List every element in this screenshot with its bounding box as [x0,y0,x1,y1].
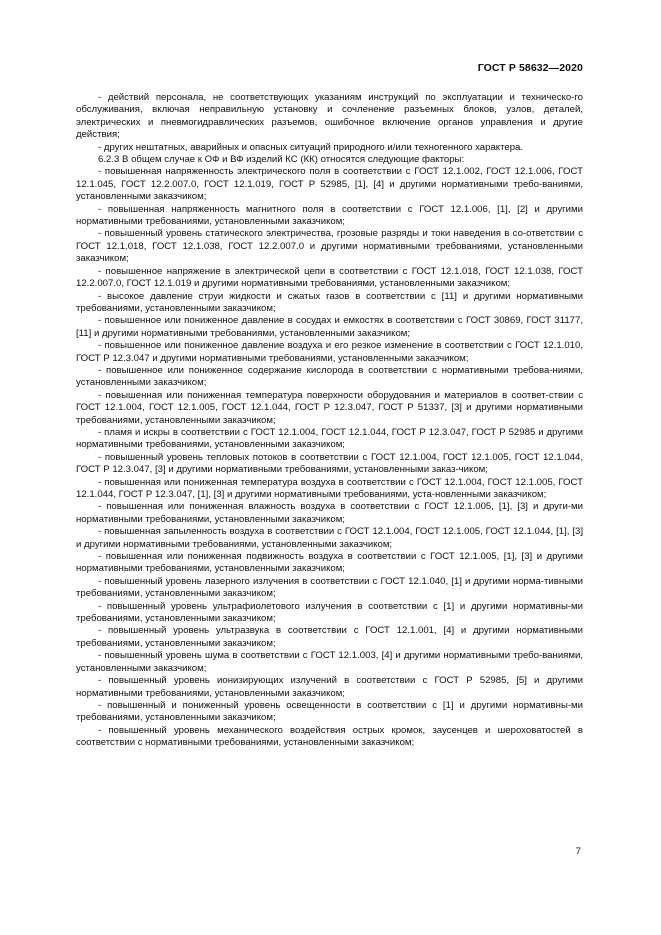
document-header [478,62,583,74]
paragraph-23: - повышенный уровень ионизирующих излучений в соответствии с ГОСТ Р 52985, [5] и другими нормативными требованиями, установленными заказчиком; [76,675,583,699]
paragraph-8: - высокое давление струи жидкости и сжатых газов в соответствии с [11] и другими нормативными требованиями, установленными заказчиком; [76,290,583,314]
paragraph-19: - повышенный уровень лазерного излучения в соответствии с ГОСТ 12.1.040, [1] и другими норма-тивными требованиями, установленными заказчиком; [76,575,583,600]
paragraph-6: - повышенный уровень статического электричества, грозовые разряды и токи наведения в со-ответствии с ГОСТ 12.1.018, ГОСТ 12.1.038, ГОСТ 12.2.007.0 и другими нормативными требованиями, установленными заказчиком; [76,228,583,265]
paragraph-11: - повышенное или пониженное содержание кислорода в соответствии с нормативными требова-ниями, установленными заказчиком; [76,364,583,389]
paragraph-14: - повышенный уровень тепловых потоков в соответствии с ГОСТ 12.1.004, ГОСТ 12.1.005, ГОСТ 12.1.044, ГОСТ Р 12.3.047, [3] и другими нормативными требованиями, установленными заказ-чиком; [76,451,583,476]
paragraph-20: - повышенный уровень ультрафиолетового излучения в соответствии с [1] и другими нормативны-ми требованиями, установленными заказчиком; [76,600,583,625]
paragraph-12: - повышенная или пониженная температура поверхности оборудования и материалов в соответ-ствии с ГОСТ 12.1.004, ГОСТ 12.1.005, ГОСТ 12.1.044, ГОСТ Р 12.3.047, ГОСТ Р 51337, [3] и другими нормативными требованиями, установленными заказчиком; [76,389,583,426]
paragraph-5: - повышенная напряженность магнитного поля в соответствии с ГОСТ 12.1.006, [1], [2] и другими нормативными требованиями, установленными заказчиком; [76,203,583,228]
standard-designation: ГОСТ Р 58632—2020 [477,62,583,74]
paragraph-1: - действий персонала, не соответствующих указаниям инструкций по эксплуатации и техническо-го обслуживания, включая неправильную установку и сочленение разъемных блоков, узлов, деталей, электрических и пневмогидравлических разъемов, ошибочное включение органов управления и другие действия; [76,92,583,141]
paragraph-24: - повышенный и пониженный уровень освещенности в соответствии с [1] и другими нормативны-ми требованиями, установленными заказчиком; [76,699,583,724]
paragraph-2: - других нештатных, аварийных и опасных ситуаций природного и/или техногенного характера. [98,141,524,153]
paragraph-17: - повышенная запыленность воздуха в соответствии с ГОСТ 12.1.004, ГОСТ 12.1.005, ГОСТ 12.1.044, [1], [3] и другими нормативными требованиями, установленными заказчиком; [76,526,583,550]
paragraph-16: - повышенная или пониженная влажность воздуха в соответствии с ГОСТ 12.1.005, [1], [3] и други-ми нормативными требованиями, установленными заказчиком; [76,501,583,525]
document-body [76,92,583,750]
paragraph-25: - повышенный уровень механического воздействия острых кромок, заусенцев и шероховатостей в соответствии с нормативными требованиями, установленными заказчиком; [76,724,583,749]
paragraph-18: - повышенная или пониженная подвижность воздуха в соответствии с ГОСТ 12.1.005, [1], [3] и другими нормативными требованиями, установленными заказчиком; [76,551,583,575]
page-number: 7 [575,846,581,857]
paragraph-7: - повышенное напряжение в электрической цепи в соответствии с ГОСТ 12.1.018, ГОСТ 12.1.038, ГОСТ 12.2.007.0, ГОСТ 12.1.019 и другими нормативными требованиями, установленными заказчиком; [76,265,583,290]
paragraph-21: - повышенный уровень ультразвука в соответствии с ГОСТ 12.1.001, [4] и другими нормативными требованиями, установленными заказчиком; [76,625,583,649]
paragraph-4: - повышенная напряженность электрического поля в соответствии с ГОСТ 12.1.002, ГОСТ 12.1.006, ГОСТ 12.1.045, ГОСТ 12.2.007.0, ГОСТ 12.1.019, ГОСТ Р 52985, [1], [4] и другими нормативными требо-ваниями, установленными заказчиком; [76,166,583,203]
paragraph-15: - повышенная или пониженная температура воздуха в соответствии с ГОСТ 12.1.004, ГОСТ 12.1.005, ГОСТ 12.1.044, ГОСТ Р 12.3.047, [1], [3] и другими нормативными требованиями, уста-новленными заказчиком; [76,476,583,500]
paragraph-10: - повышенное или пониженное давление воздуха и его резкое изменение в соответствии с ГОСТ 12.1.010, ГОСТ Р 12.3.047 и другими нормативными требованиями, установленными заказчиком; [76,340,583,364]
paragraph-13: - пламя и искры в соответствии с ГОСТ 12.1.004, ГОСТ 12.1.044, ГОСТ Р 12.3.047, ГОСТ Р 52985 и другими нормативными требованиями, установленными заказчиком; [76,426,583,451]
paragraph-22: - повышенный уровень шума в соответствии с ГОСТ 12.1.003, [4] и другими нормативными требо-ваниями, установленными заказчиком; [76,650,583,674]
paragraph-9: - повышенное или пониженное давление в сосудах и емкостях в соответствии с ГОСТ 30869, ГОСТ 31177, [11] и другими нормативными требованиями, установленными заказчиком; [76,315,583,339]
paragraph-3: 6.2.3 В общем случае к ОФ и ВФ изделий КС (КК) относятся следующие факторы: [98,154,465,166]
